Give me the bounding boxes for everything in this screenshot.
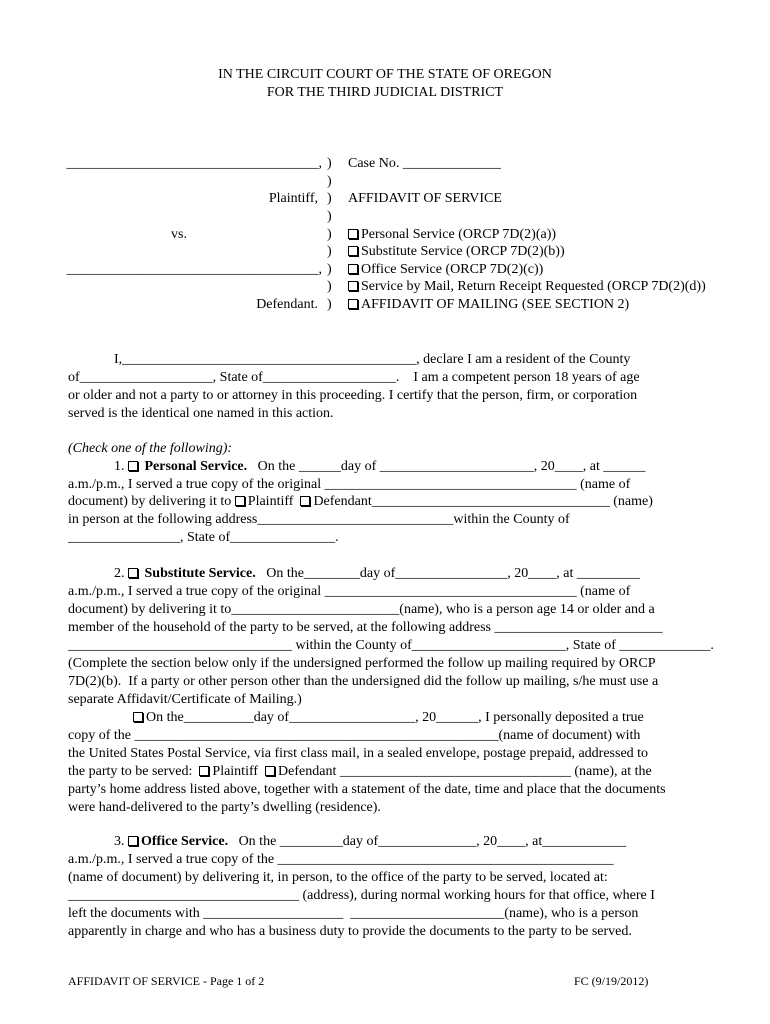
section-line: member of the household of the party to be served, at the following address ________________________ <box>68 620 663 635</box>
declaration-line: served is the identical one named in this action. <box>68 406 334 421</box>
option-office-service[interactable]: Office Service (ORCP 7D(2)(c)) <box>348 261 543 278</box>
section-line: ________________________________ within the County of______________________, State of _____________. <box>68 638 714 653</box>
mailing-line: On the__________day of__________________, 20______, I personally deposited a true <box>133 709 644 726</box>
caption-paren: ) <box>327 156 332 171</box>
case-number: Case No. ______________ <box>348 156 501 171</box>
caption-paren: ) <box>327 191 332 206</box>
option-substitute-service[interactable]: Substitute Service (ORCP 7D(2)(b)) <box>348 243 565 260</box>
section-title: Substitute Service. <box>144 566 256 581</box>
checkbox-icon[interactable] <box>348 299 358 309</box>
plaintiff-label: Plaintiff, <box>268 191 318 206</box>
caption-paren: ) <box>327 174 332 189</box>
section-line: document) by delivering it to________________________(name), who is a person age 14 or older and a <box>68 602 655 617</box>
caption-paren: ) <box>327 279 332 294</box>
section-line: a.m./p.m., I served a true copy of the original ____________________________________ (name of <box>68 584 631 599</box>
plaintiff-name-line: ____________________________________, <box>66 156 322 171</box>
section-line: ________________, State of_______________. <box>68 530 339 545</box>
defendant-name-line: ____________________________________, <box>66 262 322 277</box>
checkbox-icon[interactable] <box>348 281 358 291</box>
checkbox-icon[interactable] <box>348 246 358 256</box>
caption-paren: ) <box>327 209 332 224</box>
option-affidavit-of-mailing[interactable]: AFFIDAVIT OF MAILING (SEE SECTION 2) <box>348 296 629 313</box>
section-line: apparently in charge and who has a business duty to provide the documents to the party to be served. <box>68 924 632 939</box>
section-line: copy of the ____________________________________________________(name of document) with <box>68 728 641 743</box>
option-mail-service[interactable]: Service by Mail, Return Receipt Requested (ORCP 7D(2)(d)) <box>348 278 706 295</box>
checkbox-icon[interactable] <box>348 264 358 274</box>
caption-paren: ) <box>327 262 332 277</box>
section-line: a.m./p.m., I served a true copy of the ________________________________________________ <box>68 852 614 867</box>
defendant-label: Defendant. <box>256 297 318 312</box>
section-line: a.m./p.m., I served a true copy of the original ____________________________________ (name of <box>68 477 631 492</box>
declaration-line: I,__________________________________________, declare I am a resident of the County <box>114 352 631 367</box>
checkbox-icon[interactable] <box>265 766 275 776</box>
check-one-instruction: (Check one of the following): <box>68 441 233 456</box>
caption-paren: ) <box>327 244 332 259</box>
section-line: the party to be served: Plaintiff Defendant _________________________________ (name), at the <box>68 764 652 779</box>
checkbox-icon[interactable] <box>235 496 245 506</box>
checkbox-icon[interactable] <box>133 712 143 722</box>
checkbox-icon[interactable] <box>128 461 138 471</box>
section-line: left the documents with ____________________ ______________________(name), who is a person <box>68 906 639 921</box>
section-line: separate Affidavit/Certificate of Mailing.) <box>68 692 302 707</box>
checkbox-icon[interactable] <box>300 496 310 506</box>
section-line: 7D(2)(b). If a party or other person other than the undersigned did the follow up mailing, s/he must use a <box>68 674 659 689</box>
checkbox-icon[interactable] <box>128 568 138 578</box>
section-line: party’s home address listed above, together with a statement of the date, time and place that the documents <box>68 782 666 797</box>
declaration-line: of___________________, State of___________________. I am a competent person 18 years of age <box>68 370 640 385</box>
footer-form-code: FC (9/19/2012) <box>574 974 649 988</box>
section-office-service-heading: 3. Office Service. On the _________day of______________, 20____, at____________ <box>114 834 627 849</box>
section-title: Office Service. <box>141 834 229 849</box>
checkbox-icon[interactable] <box>199 766 209 776</box>
document-title: AFFIDAVIT OF SERVICE <box>348 191 502 206</box>
district-name: FOR THE THIRD JUDICIAL DISTRICT <box>266 85 504 100</box>
section-line: _________________________________ (address), during normal working hours for that office, where I <box>68 888 655 903</box>
checkbox-icon[interactable] <box>348 229 358 239</box>
caption-paren: ) <box>327 297 332 312</box>
court-name: IN THE CIRCUIT COURT OF THE STATE OF OREGON <box>218 67 552 82</box>
section-personal-service-heading: 1. Personal Service. On the ______day of ______________________, 20____, at ______ <box>114 459 646 474</box>
section-line: the United States Postal Service, via first class mail, in a sealed envelope, postage prepaid, addressed to <box>68 746 649 761</box>
checkbox-icon[interactable] <box>128 836 138 846</box>
section-line: (name of document) by delivering it, in person, to the office of the party to be served, located at: <box>68 870 608 885</box>
caption-paren: ) <box>327 227 332 242</box>
section-title: Personal Service. <box>144 459 248 474</box>
section-line: in person at the following address____________________________within the County of <box>68 512 570 527</box>
section-line: (Complete the section below only if the undersigned performed the follow up mailing required by ORCP <box>68 656 656 671</box>
section-line: were hand-delivered to the party’s dwelling (residence). <box>68 800 381 815</box>
section-substitute-service-heading: 2. Substitute Service. On the________day of________________, 20____, at _________ <box>114 566 640 581</box>
footer-page-label: AFFIDAVIT OF SERVICE - Page 1 of 2 <box>68 974 265 988</box>
declaration-line: or older and not a party to or attorney in this proceeding. I certify that the person, firm, or corporation <box>68 388 638 403</box>
section-line: document) by delivering it to Plaintiff Defendant__________________________________ (name) <box>68 494 653 509</box>
versus-label: vs. <box>171 227 187 242</box>
option-personal-service[interactable]: Personal Service (ORCP 7D(2)(a)) <box>348 226 556 243</box>
